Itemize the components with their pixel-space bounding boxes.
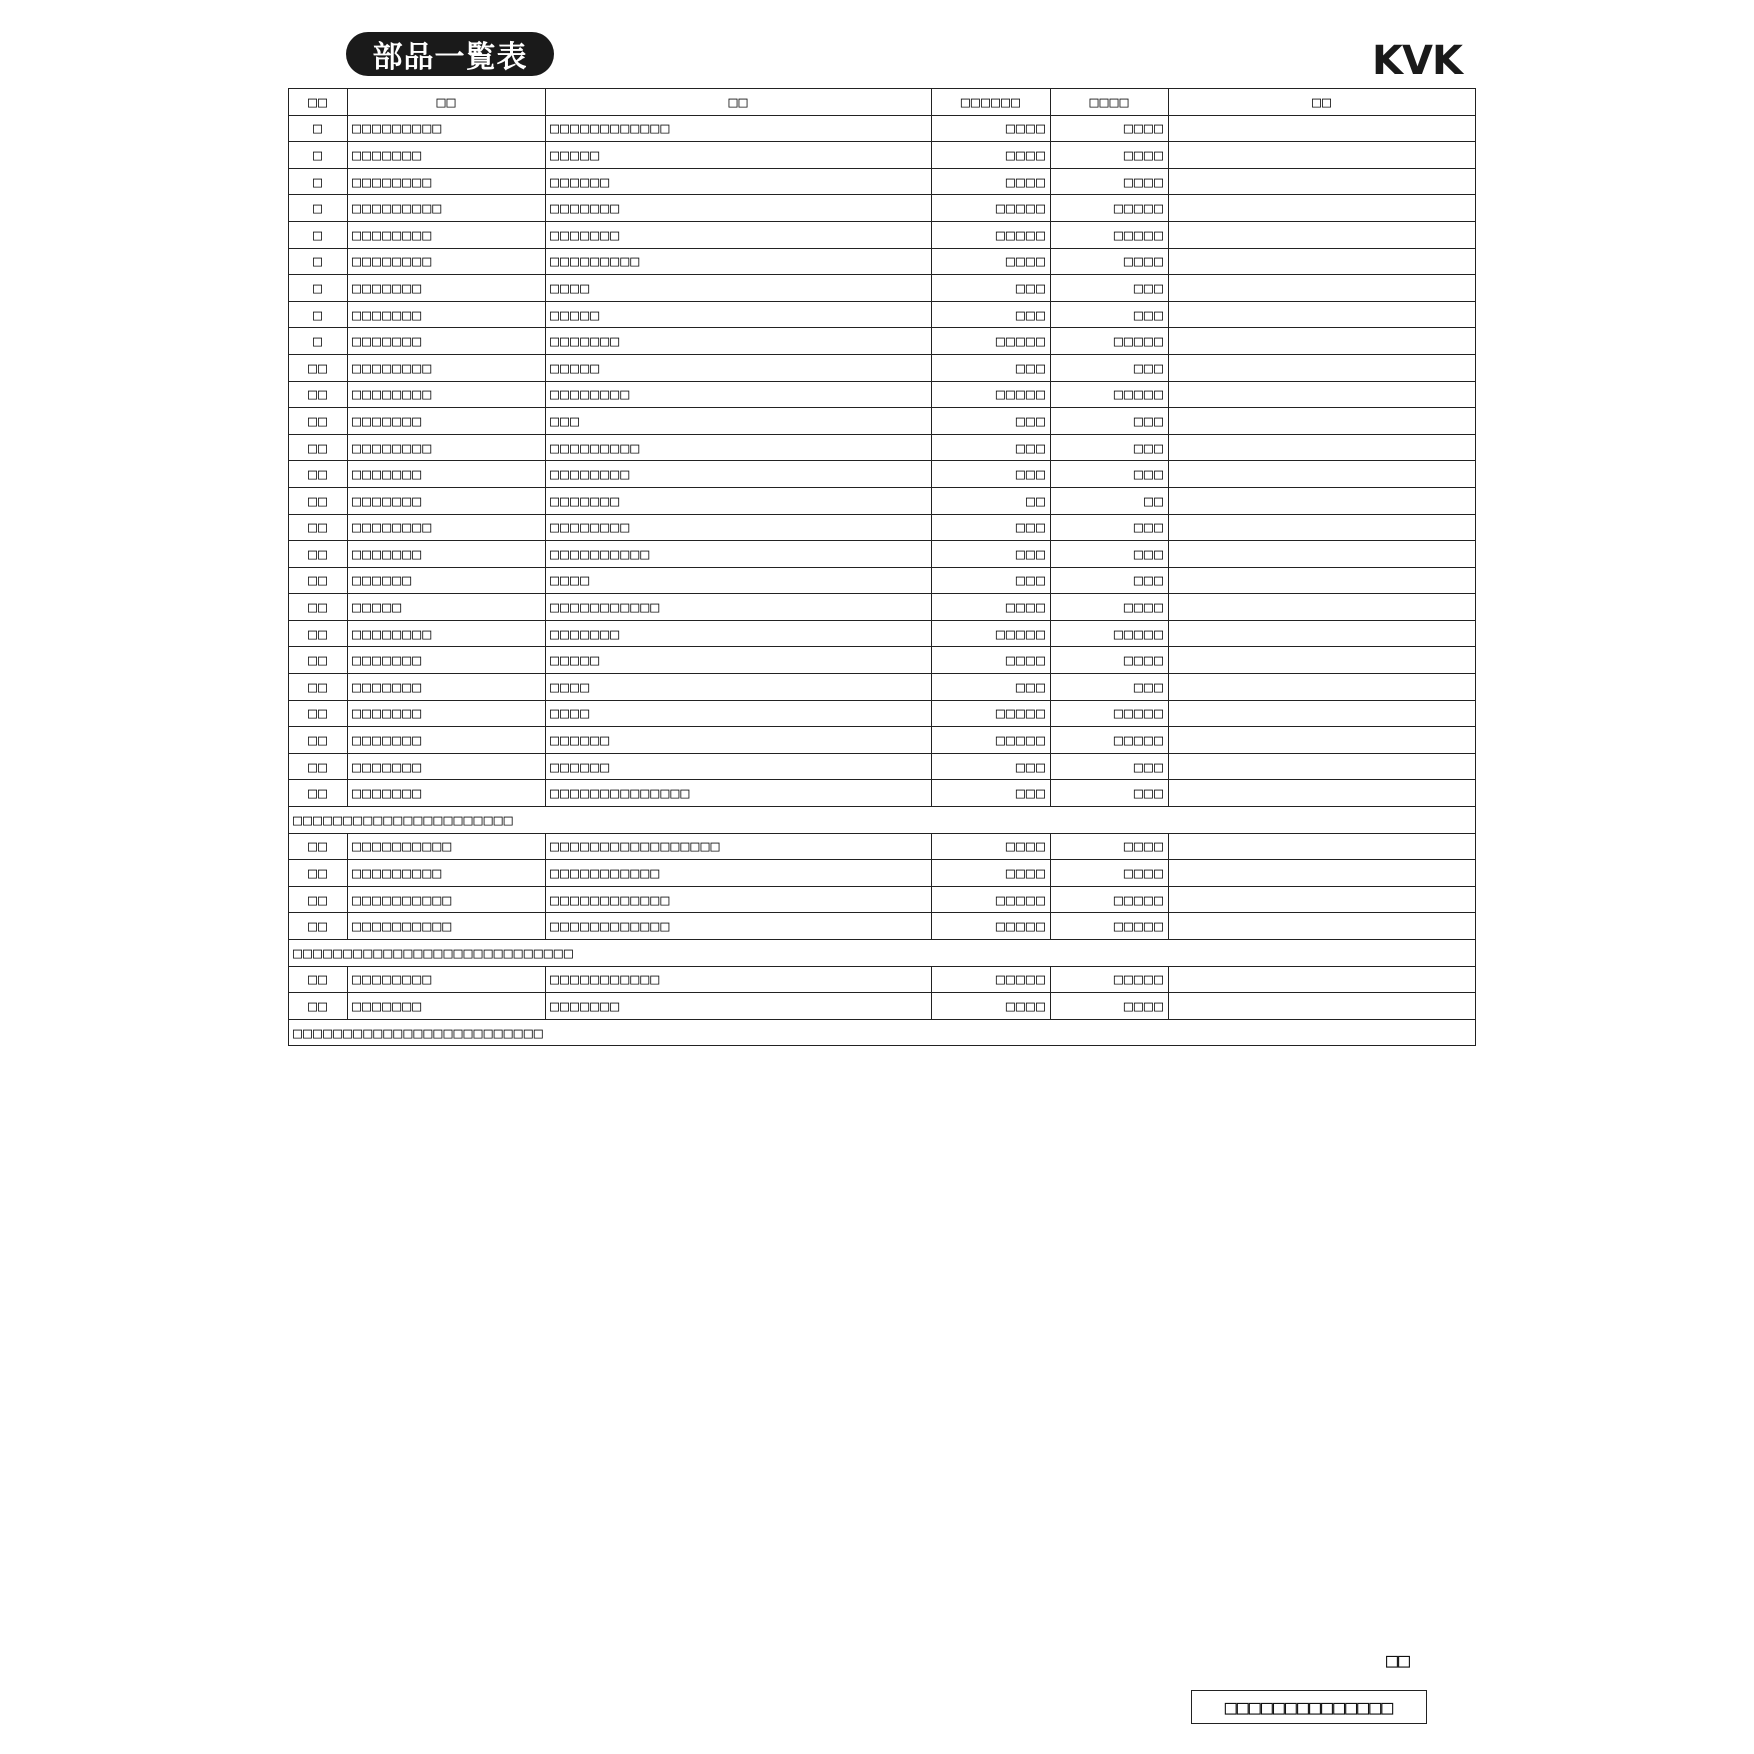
table-row [289, 275, 1476, 302]
part-code: □□□□□□□□□□ [348, 913, 546, 940]
table-row [289, 620, 1476, 647]
note-text: □□□□□□□□□□□□□□□□□□□□□□□□□□□□ [289, 940, 1476, 967]
sub-price: □□□ [1051, 301, 1169, 328]
part-code: □□□□□□□□ [348, 221, 546, 248]
price: □□ [932, 487, 1051, 514]
note-cell [1169, 142, 1476, 169]
note-cell [1169, 674, 1476, 701]
note-cell [1169, 833, 1476, 860]
sub-price: □□□ [1051, 461, 1169, 488]
sub-price: □□□ [1051, 434, 1169, 461]
price: □□□ [932, 780, 1051, 807]
price: □□□□□ [932, 195, 1051, 222]
table-row [289, 487, 1476, 514]
price: □□□ [932, 753, 1051, 780]
sub-price: □□□□ [1051, 594, 1169, 621]
part-name: □□□□□□□□□□□□ [546, 913, 932, 940]
note-cell [1169, 647, 1476, 674]
part-code: □□□□□□□ [348, 780, 546, 807]
sub-price: □□□ [1051, 275, 1169, 302]
price: □□□□ [932, 168, 1051, 195]
header-price: □□□□□□ [932, 89, 1051, 116]
price: □□□ [932, 514, 1051, 541]
part-name: □□□□□□ [546, 753, 932, 780]
header-no: □□ [289, 89, 348, 116]
sub-price: □□□ [1051, 753, 1169, 780]
table-row [289, 780, 1476, 807]
sub-price: □□□□□ [1051, 913, 1169, 940]
item-number: □□ [289, 381, 348, 408]
item-number: □□ [289, 780, 348, 807]
part-code: □□□□□□□ [348, 647, 546, 674]
note-cell [1169, 594, 1476, 621]
sub-price: □□□□□ [1051, 381, 1169, 408]
table-row [289, 647, 1476, 674]
part-code: □□□□□□□ [348, 275, 546, 302]
price: □□□ [932, 461, 1051, 488]
table-row [289, 541, 1476, 568]
price: □□□□ [932, 594, 1051, 621]
table-row [289, 913, 1476, 940]
sub-price: □□□ [1051, 408, 1169, 435]
item-number: □□ [289, 966, 348, 993]
sub-price: □□□□□ [1051, 727, 1169, 754]
price: □□□ [932, 541, 1051, 568]
part-name: □□□□□□□□□□□□□□□□□ [546, 833, 932, 860]
part-code: □□□□□□□ [348, 142, 546, 169]
item-number: □ [289, 168, 348, 195]
item-number: □□ [289, 674, 348, 701]
part-code: □□□□□ [348, 594, 546, 621]
part-code: □□□□□□□ [348, 674, 546, 701]
header-name: □□ [546, 89, 932, 116]
part-name: □□□□ [546, 275, 932, 302]
note-text: □□□□□□□□□□□□□□□□□□□□□□ [289, 807, 1476, 834]
item-number: □□ [289, 860, 348, 887]
sub-price: □□□□ [1051, 993, 1169, 1020]
part-name: □□□□□□□ [546, 328, 932, 355]
part-name: □□□□□□□ [546, 487, 932, 514]
note-cell [1169, 434, 1476, 461]
item-number: □ [289, 221, 348, 248]
note-cell [1169, 700, 1476, 727]
table-row [289, 354, 1476, 381]
sub-price: □□□ [1051, 541, 1169, 568]
part-code: □□□□□□□□ [348, 168, 546, 195]
table-row [289, 434, 1476, 461]
part-code: □□□□□□□ [348, 461, 546, 488]
item-number: □□ [289, 727, 348, 754]
part-name: □□□□□ [546, 301, 932, 328]
note-cell [1169, 727, 1476, 754]
sub-price: □□□□□ [1051, 195, 1169, 222]
part-code: □□□□□□□□□ [348, 195, 546, 222]
price: □□□ [932, 354, 1051, 381]
table-note-row [289, 807, 1476, 834]
item-number: □□ [289, 993, 348, 1020]
header-sub: □□□□ [1051, 89, 1169, 116]
note-cell [1169, 248, 1476, 275]
table-row [289, 594, 1476, 621]
header-note: □□ [1169, 89, 1476, 116]
part-name: □□□□□□□□□□□□ [546, 115, 932, 142]
note-cell [1169, 966, 1476, 993]
part-name: □□□□□□□□□□□ [546, 966, 932, 993]
sub-price: □□□□ [1051, 168, 1169, 195]
item-number: □□ [289, 886, 348, 913]
part-code: □□□□□□□□ [348, 354, 546, 381]
kvk-logo: KVK [1372, 38, 1462, 84]
item-number: □□ [289, 700, 348, 727]
part-name: □□□□□□□□□ [546, 434, 932, 461]
part-code: □□□□□□□ [348, 328, 546, 355]
table-row [289, 727, 1476, 754]
part-name: □□□□□□□ [546, 993, 932, 1020]
table-row [289, 248, 1476, 275]
part-code: □□□□□□□ [348, 993, 546, 1020]
note-cell [1169, 753, 1476, 780]
table-note-row [289, 1019, 1476, 1046]
part-name: □□□□ [546, 674, 932, 701]
note-cell [1169, 461, 1476, 488]
part-code: □□□□□□□□□□ [348, 886, 546, 913]
part-code: □□□□□□ [348, 567, 546, 594]
page-title: 部品一覧表 [346, 32, 554, 76]
note-cell [1169, 221, 1476, 248]
note-cell [1169, 541, 1476, 568]
sub-price: □□□□□ [1051, 886, 1169, 913]
sub-price: □□ [1051, 487, 1169, 514]
header-code: □□ [348, 89, 546, 116]
part-name: □□□□□□□□□□□ [546, 860, 932, 887]
price: □□□ [932, 567, 1051, 594]
price: □□□□ [932, 115, 1051, 142]
sub-price: □□□□□ [1051, 966, 1169, 993]
note-cell [1169, 328, 1476, 355]
item-number: □□ [289, 594, 348, 621]
sub-price: □□□ [1051, 514, 1169, 541]
note-cell [1169, 913, 1476, 940]
table-row [289, 567, 1476, 594]
sub-price: □□□□ [1051, 115, 1169, 142]
table-row [289, 221, 1476, 248]
item-number: □□ [289, 567, 348, 594]
table-row [289, 328, 1476, 355]
part-name: □□□□□□□ [546, 195, 932, 222]
note-cell [1169, 381, 1476, 408]
table-row [289, 886, 1476, 913]
note-cell [1169, 408, 1476, 435]
item-number: □□ [289, 487, 348, 514]
table-row [289, 833, 1476, 860]
part-code: □□□□□□□ [348, 408, 546, 435]
table-row [289, 966, 1476, 993]
table-row [289, 674, 1476, 701]
part-code: □□□□□□□ [348, 753, 546, 780]
sub-price: □□□□ [1051, 647, 1169, 674]
note-text: □□□□□□□□□□□□□□□□□□□□□□□□□ [289, 1019, 1476, 1046]
price: □□□□ [932, 833, 1051, 860]
table-row [289, 993, 1476, 1020]
price: □□□□□ [932, 620, 1051, 647]
price: □□□ [932, 301, 1051, 328]
part-name: □□□□□□□□□□□□ [546, 886, 932, 913]
part-code: □□□□□□□□ [348, 620, 546, 647]
part-name: □□□□□□□□ [546, 514, 932, 541]
item-number: □ [289, 142, 348, 169]
sub-price: □□□□□ [1051, 221, 1169, 248]
note-cell [1169, 487, 1476, 514]
price: □□□□□ [932, 966, 1051, 993]
parts-table-body [289, 115, 1476, 1046]
part-name: □□□□□ [546, 142, 932, 169]
note-cell [1169, 168, 1476, 195]
part-name: □□□□□□□□□ [546, 248, 932, 275]
part-code: □□□□□□□□□□ [348, 833, 546, 860]
part-name: □□□□□ [546, 354, 932, 381]
note-cell [1169, 514, 1476, 541]
sub-price: □□□□ [1051, 248, 1169, 275]
part-code: □□□□□□□ [348, 727, 546, 754]
sub-price: □□□ [1051, 780, 1169, 807]
item-number: □ [289, 248, 348, 275]
part-code: □□□□□□□□ [348, 514, 546, 541]
item-number: □□ [289, 753, 348, 780]
table-row [289, 408, 1476, 435]
item-number: □ [289, 301, 348, 328]
price: □□□□□ [932, 221, 1051, 248]
item-number: □ [289, 275, 348, 302]
sub-price: □□□□ [1051, 860, 1169, 887]
note-cell [1169, 301, 1476, 328]
item-number: □ [289, 195, 348, 222]
part-name: □□□□□□□□□□□□□□ [546, 780, 932, 807]
table-header-row [289, 89, 1476, 116]
note-cell [1169, 780, 1476, 807]
note-cell [1169, 886, 1476, 913]
part-name: □□□□□□ [546, 168, 932, 195]
item-number: □ [289, 328, 348, 355]
price: □□□□□ [932, 700, 1051, 727]
item-number: □□ [289, 461, 348, 488]
part-name: □□□□□□□□□□ [546, 541, 932, 568]
item-number: □□ [289, 647, 348, 674]
note-cell [1169, 620, 1476, 647]
table-row [289, 700, 1476, 727]
part-code: □□□□□□□□ [348, 966, 546, 993]
table-row [289, 381, 1476, 408]
item-number: □□ [289, 833, 348, 860]
table-row [289, 301, 1476, 328]
table-row [289, 195, 1476, 222]
item-number: □□ [289, 408, 348, 435]
table-row [289, 142, 1476, 169]
table-row [289, 860, 1476, 887]
parts-table [288, 88, 1476, 1046]
price: □□□□ [932, 993, 1051, 1020]
part-name: □□□□ [546, 700, 932, 727]
price: □□□□ [932, 248, 1051, 275]
item-number: □ [289, 115, 348, 142]
price: □□□□□ [932, 727, 1051, 754]
item-number: □□ [289, 354, 348, 381]
note-cell [1169, 354, 1476, 381]
table-row [289, 168, 1476, 195]
table-row [289, 461, 1476, 488]
price: □□□ [932, 408, 1051, 435]
item-number: □□ [289, 913, 348, 940]
note-cell [1169, 195, 1476, 222]
part-name: □□□ [546, 408, 932, 435]
sub-price: □□□ [1051, 674, 1169, 701]
table-row [289, 115, 1476, 142]
part-name: □□□□□□□ [546, 620, 932, 647]
part-name: □□□□□□□ [546, 221, 932, 248]
part-code: □□□□□□□□ [348, 248, 546, 275]
note-cell [1169, 275, 1476, 302]
note-cell [1169, 115, 1476, 142]
part-code: □□□□□□□ [348, 487, 546, 514]
item-number: □□ [289, 620, 348, 647]
table-note-row [289, 940, 1476, 967]
note-cell [1169, 860, 1476, 887]
part-name: □□□□□□□□□□□ [546, 594, 932, 621]
price: □□□□□ [932, 886, 1051, 913]
price: □□□□ [932, 142, 1051, 169]
price: □□□ [932, 674, 1051, 701]
sub-price: □□□□ [1051, 142, 1169, 169]
part-name: □□□□□□ [546, 727, 932, 754]
document-code-box: □□□□□□□□□□□□□□ [1191, 1690, 1427, 1724]
part-code: □□□□□□□ [348, 301, 546, 328]
note-cell [1169, 567, 1476, 594]
item-number: □□ [289, 434, 348, 461]
price: □□□□□ [932, 913, 1051, 940]
part-code: □□□□□□□ [348, 541, 546, 568]
sub-price: □□□□□ [1051, 328, 1169, 355]
table-row [289, 514, 1476, 541]
sub-price: □□□□□ [1051, 700, 1169, 727]
price: □□□□□ [932, 328, 1051, 355]
part-code: □□□□□□□□□ [348, 860, 546, 887]
sub-price: □□□ [1051, 354, 1169, 381]
part-code: □□□□□□□□ [348, 434, 546, 461]
price: □□□□ [932, 860, 1051, 887]
part-name: □□□□□□□□ [546, 461, 932, 488]
note-cell [1169, 993, 1476, 1020]
sub-price: □□□□□ [1051, 620, 1169, 647]
page-number: □□ [1386, 1648, 1411, 1672]
part-code: □□□□□□□ [348, 700, 546, 727]
table-row [289, 753, 1476, 780]
sub-price: □□□ [1051, 567, 1169, 594]
part-name: □□□□ [546, 567, 932, 594]
part-name: □□□□□ [546, 647, 932, 674]
part-code: □□□□□□□□□ [348, 115, 546, 142]
item-number: □□ [289, 541, 348, 568]
price: □□□□ [932, 647, 1051, 674]
sub-price: □□□□ [1051, 833, 1169, 860]
part-name: □□□□□□□□ [546, 381, 932, 408]
price: □□□ [932, 275, 1051, 302]
price: □□□□□ [932, 381, 1051, 408]
item-number: □□ [289, 514, 348, 541]
part-code: □□□□□□□□ [348, 381, 546, 408]
price: □□□ [932, 434, 1051, 461]
